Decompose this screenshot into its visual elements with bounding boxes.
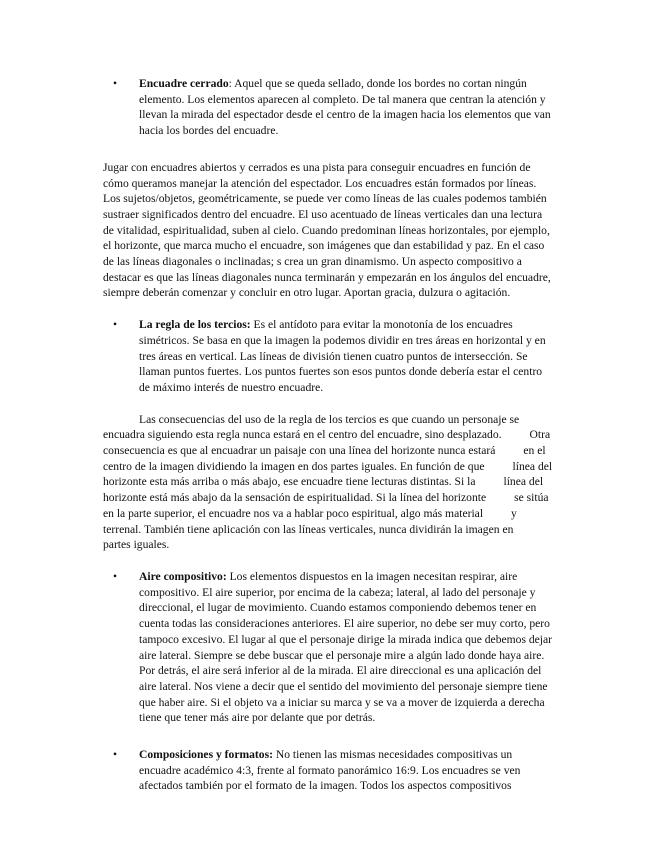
definition-composiciones-formatos: No tienen las mismas necesidades compositivas un encuadre académico 4:3, frente al formato panorámico 16:9. Los encuadres se ven afectados también por el formato de la imagen. Todos los aspectos compositivos [139, 748, 521, 793]
list-item-regla-tercios [103, 317, 553, 396]
definition-aire-compositivo: Los elementos dispuestos en la imagen necesitan respirar, aire compositivo. El aire superior, por encima de la cabeza; lateral, al lado del personaje y direccional, el lugar de movimiento. Cuando estamos componiendo debemos tener en cuenta todas las consideraciones anteriores. El aire superior, no debe ser muy corto, pero tampoco excesivo. El lugar al que el personaje dirige la mirada indica que debemos dejar aire lateral. Siempre se debe buscar que el personaje mire a algún lado donde haya aire. Por detrás, el aire será inferior al de la mirada. El aire direccional es una aplicación del aire lateral. Nos viene a decir que el sentido del movimiento del personaje siempre tiene que haber aire. Si el objeto va a iniciar su marca y se va a mover de izquierda a derecha tiene que tener más aire por delante que por detrás. [139, 569, 553, 725]
list-item-encuadre-cerrado [103, 76, 553, 139]
text-segment: Las consecuencias del uso de la regla de los tercios es que cuando un personaje se encuadra siguiendo esta regla nunca estará en el centro del encuadre, sino desplazado. [103, 412, 520, 442]
bullet-icon: • [113, 748, 118, 762]
text-segment: se sitúa en la parte superior, el encuadre nos va a hablar poco espiritual, algo más material [103, 491, 549, 520]
term-encuadre-cerrado: Encuadre cerrado [139, 77, 229, 90]
paragraph-lineas: Jugar con encuadres abiertos y cerrados es una pista para conseguir encuadres en función de cómo queramos manejar la atención del espectador. Los encuadres están formados por líneas. Los sujetos/objetos, geométricamente, se puede ver como líneas de las cuales podemos también sustraer significados dentro del encuadre. El uso acentuado de líneas verticales dan una lectura de vitalidad, espiritualidad, suben al cielo. Cuando predominan líneas horizontales, por ejemplo, el horizonte, que marca mucho el encuadre, son imágenes que dan estabilidad y paz. En el caso de las líneas diagonales o inclinadas; s crea un gran dinamismo. Un aspecto compositivo a destacar es que las líneas diagonales nunca terminarán y empezarán en los ángulos del encuadre, siempre deberán comenzar y concluir en otro lugar. Aportan gracia, dulzura o agitación. [103, 160, 551, 300]
text-segment: en el centro de la imagen dividiendo la imagen en dos partes iguales. En función de que [103, 444, 546, 473]
list-item-text [139, 747, 553, 794]
term-composiciones-formatos: Composiciones y formatos: [139, 748, 273, 762]
list-item-text [139, 76, 553, 139]
text-segment: y terrenal. También tiene aplicación con las líneas verticales, nunca dividirán la imagen en [103, 506, 517, 536]
paragraph-consecuencias-tercios [103, 412, 553, 553]
list-item-composiciones-formatos [103, 747, 553, 794]
term-aire-compositivo: Aire compositivo: [139, 569, 227, 583]
definition-regla-tercios: Es el antídoto para evitar la monotonía de los encuadres simétricos. Se basa en que la imagen la podemos dividir en tres áreas en horizontal y en tres áreas en vertical. Las líneas de división tienen cuatro puntos de intersección. Se llaman puntos fuertes. Los puntos fuertes son esos puntos donde debería estar el centro de máximo interés de nuestro encuadre. [139, 318, 546, 394]
text-segment: línea del horizonte esta más arriba o más abajo, ese encuadre tiene lecturas distintas. Si la [103, 459, 553, 489]
list-item-aire-compositivo [103, 569, 553, 726]
bullet-icon: • [113, 318, 118, 332]
list-item-text [139, 569, 553, 726]
term-regla-tercios: La regla de los tercios: [139, 318, 251, 332]
list-item-text [139, 317, 553, 396]
definition-encuadre-cerrado: : Aquel que se queda sellado, donde los bordes no cortan ningún elemento. Los elementos aparecen al completo. De tal manera que centran la atención y llevan la mirada del espectador desde el centro de la imagen hacia los elementos que van hacia los bordes del encuadre. [139, 77, 551, 138]
bullet-icon: • [113, 77, 118, 90]
text-segment: línea del horizonte está más abajo da la sensación de espiritualidad. Si la línea del horizonte [103, 475, 544, 505]
text-segment: partes iguales. [103, 538, 170, 552]
bullet-icon: • [113, 569, 118, 583]
text-segment: Otra consecuencia es que al encuadrar un paisaje con una línea del horizonte nunca estará [103, 428, 551, 458]
